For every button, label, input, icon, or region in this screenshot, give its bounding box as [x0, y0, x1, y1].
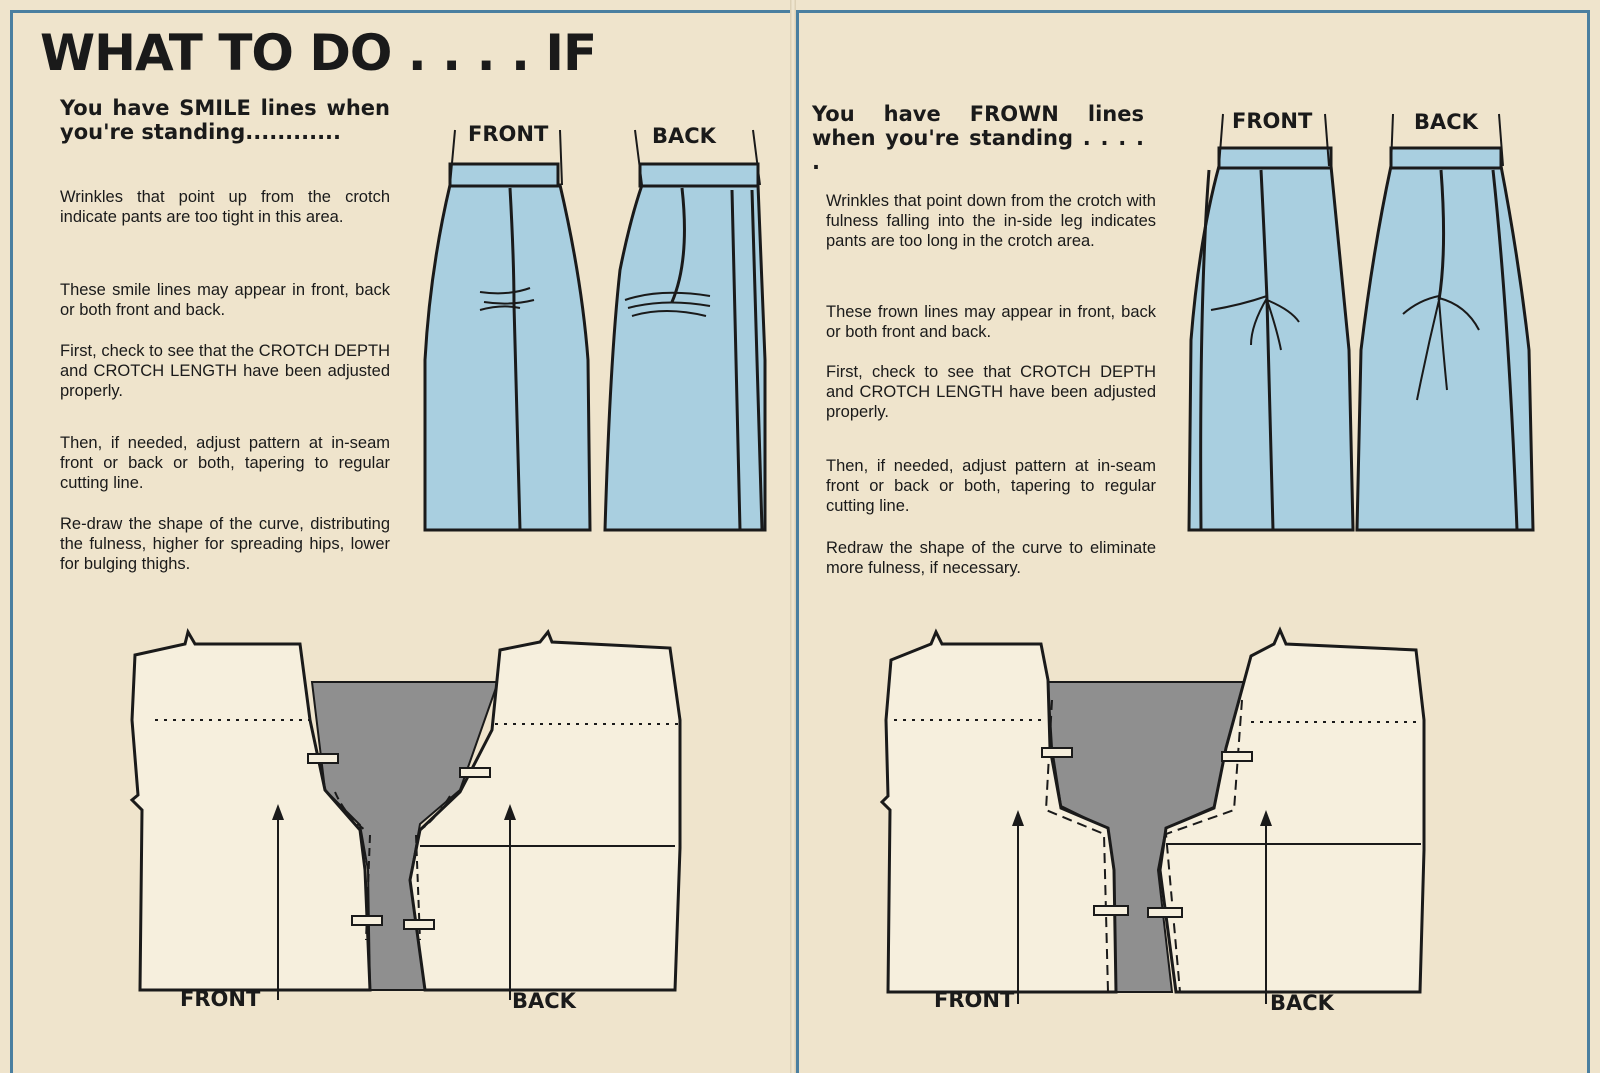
- frown-paragraph-3: First, check to see that CROTCH DEPTH and CROTCH LENGTH have been adjusted properly.: [826, 363, 1156, 421]
- smile-lines-jeans-illustration: [410, 110, 780, 540]
- smile-back-label: BACK: [652, 124, 716, 148]
- frown-paragraph-4: Then, if needed, adjust pattern at in-seam front or back or both, tapering to regular cutting line.: [826, 457, 1156, 515]
- smile-lines-pattern-diagram: [120, 620, 700, 1010]
- smile-pattern-front-label: FRONT: [180, 987, 261, 1011]
- frown-lines-heading: You have FROWN lines when you're standing . . . . .: [812, 102, 1144, 174]
- frown-pattern-back-label: BACK: [1270, 991, 1334, 1015]
- frown-front-label: FRONT: [1232, 109, 1313, 133]
- smile-paragraph-3: First, check to see that the CROTCH DEPTH and CROTCH LENGTH have been adjusted properly.: [60, 342, 390, 400]
- frown-lines-pattern-diagram: [876, 620, 1476, 1010]
- frown-lines-jeans-illustration: [1181, 100, 1556, 540]
- smile-front-label: FRONT: [468, 122, 549, 146]
- left-page: [10, 10, 790, 1073]
- smile-paragraph-1: Wrinkles that point up from the crotch indicate pants are too tight in this area.: [60, 188, 390, 226]
- smile-paragraph-4: Then, if needed, adjust pattern at in-seam front or back or both, tapering to regular cutting line.: [60, 434, 390, 492]
- frown-back-label: BACK: [1414, 110, 1478, 134]
- right-page: [796, 10, 1590, 1073]
- smile-pattern-back-label: BACK: [512, 989, 576, 1013]
- smile-lines-heading: You have SMILE lines when you're standing............: [60, 96, 390, 144]
- page-title: WHAT TO DO . . . . IF: [40, 24, 597, 82]
- frown-pattern-front-label: FRONT: [934, 988, 1015, 1012]
- smile-paragraph-5: Re-draw the shape of the curve, distributing the fulness, higher for spreading hips, lower for bulging thighs.: [60, 515, 390, 573]
- frown-paragraph-2: These frown lines may appear in front, back or both front and back.: [826, 303, 1156, 341]
- smile-paragraph-2: These smile lines may appear in front, back or both front and back.: [60, 281, 390, 319]
- frown-paragraph-1: Wrinkles that point down from the crotch with fulness falling into the in-side leg indicates pants are too long in the crotch area.: [826, 192, 1156, 250]
- frown-paragraph-5: Redraw the shape of the curve to eliminate more fulness, if necessary.: [826, 539, 1156, 577]
